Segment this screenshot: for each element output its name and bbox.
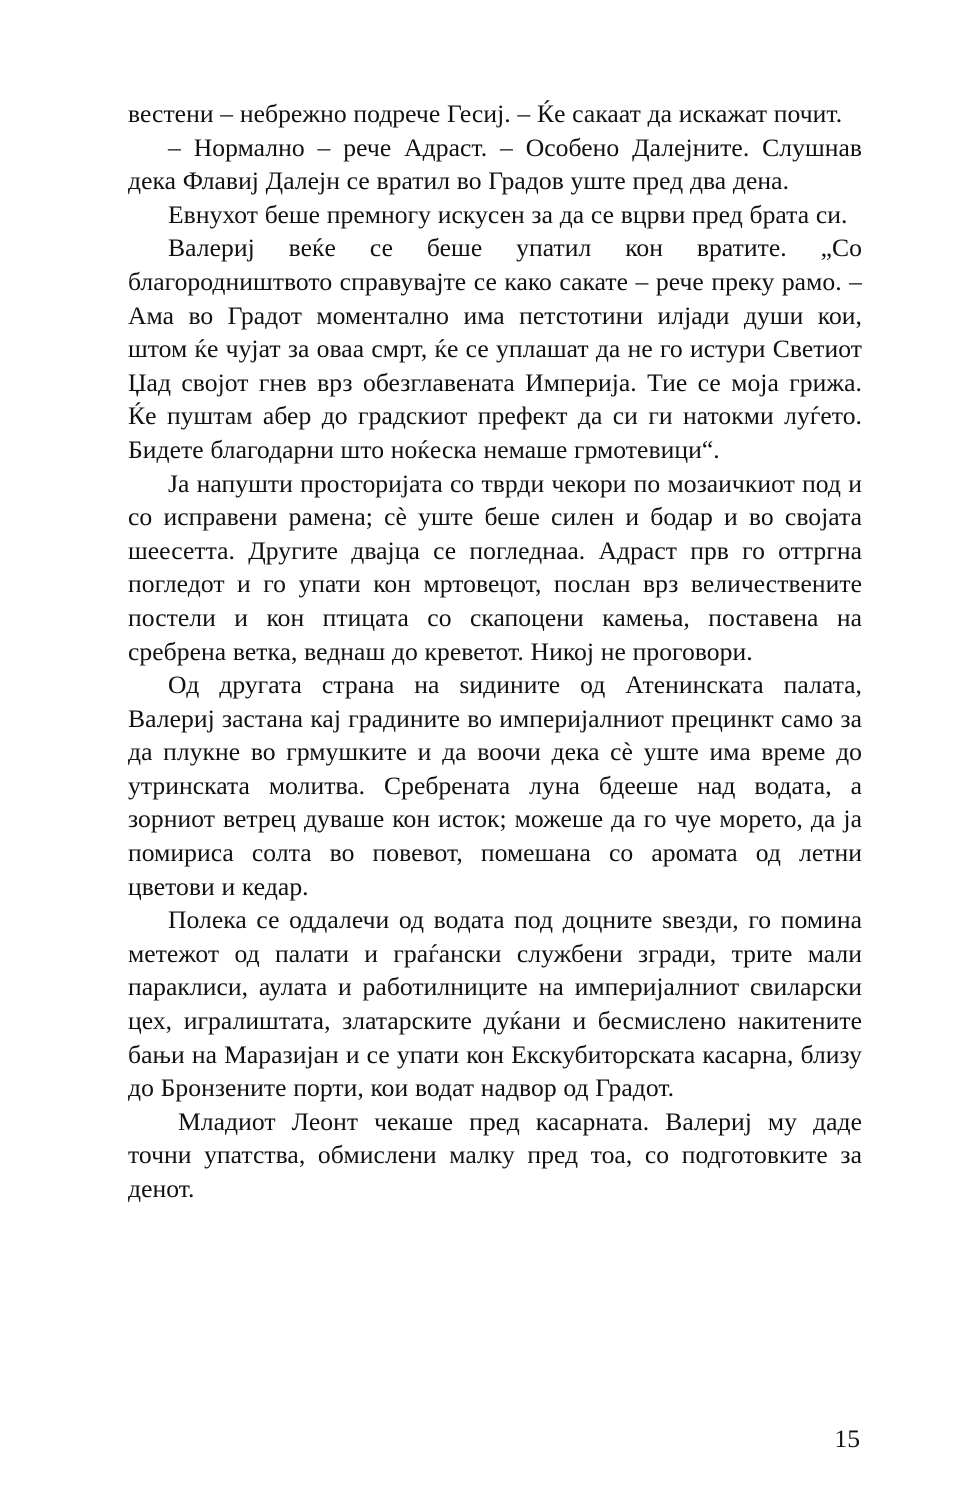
- page-number: 15: [834, 1424, 860, 1453]
- paragraph-ja-napusti: Ја напушти просторијата со тврди чекори по мозаичкиот под и со исправени рамена; сè уште беше силен и бодар и во својата шеесетта. Другите двајца се погледнаа. Адраст прв го оттргна погледот и го упати кон мртовецот, послан врз величествените постели и кон птицата со скапоцени камења, поставена на сребрена ветка, веднаш до креветот. Никој не проговори.: [128, 468, 862, 666]
- paragraph-od-drugata-strana: Од другата страна на ѕидините од Атенинската палата, Валериј застана кај градините во империјалниот прецинкт само за да плукне во грмушките и да воочи дека сè уште има време до утринската молитва. Сребрената луна бдееше над водата, а зорниот ветрец дуваше кон исток; можеше да го чуе морето, да ја помириса солта во повевот, помешана со аромата од летни цветови и кедар.: [128, 670, 862, 901]
- paragraph-continuation: вестени – небрежно подрече Гесиј. – Ќе сакаат да искажат почит.: [128, 99, 843, 128]
- paragraph-valerij: Валериј веќе се беше упатил кон вратите. „Со благородништвото справувајте се како сакате – рече преку рамо. – Ама во Градот моментално има петстотини илјади души кои, штом ќе чујат за оваа смрт, ќе се уплашат да не го истури Светиот Џад својот гнев врз обезглавената Империја. Тие се моја грижа. Ќе пуштам абер до градскиот префект да си ги натокми луѓето. Бидете благодарни што ноќеска немаше грмотевици“.: [128, 233, 862, 464]
- paragraph-normalno: – Нормално – рече Адраст. – Особено Далејните. Слушнав дека Флавиј Далејн се вратил во Градов уште пред два дена.: [128, 132, 862, 196]
- paragraph-evnuhot: Евнухот беше премногу искусен за да се вцрви пред брата си.: [168, 199, 848, 229]
- paragraph-poleka: Полека се оддалечи од водата под доцните ѕвезди, го помина метежот од палати и граѓански службени згради, трите мали параклиси, аулата и работилниците на империјалниот свиларски цех, игралиштата, златарските дуќани и бесмислено накитените бањи на Маразијан и се упати кон Екскубиторската касарна, близу до Бронзените порти, кои водат надвор од Градот.: [128, 905, 862, 1103]
- body-text-block: [128, 97, 862, 1206]
- paragraph-mladiot-leont: Младиот Леонт чекаше пред касарната. Валериј му даде точни упатства, обмислени малку пред тоа, со подготовките за денот.: [128, 1106, 862, 1203]
